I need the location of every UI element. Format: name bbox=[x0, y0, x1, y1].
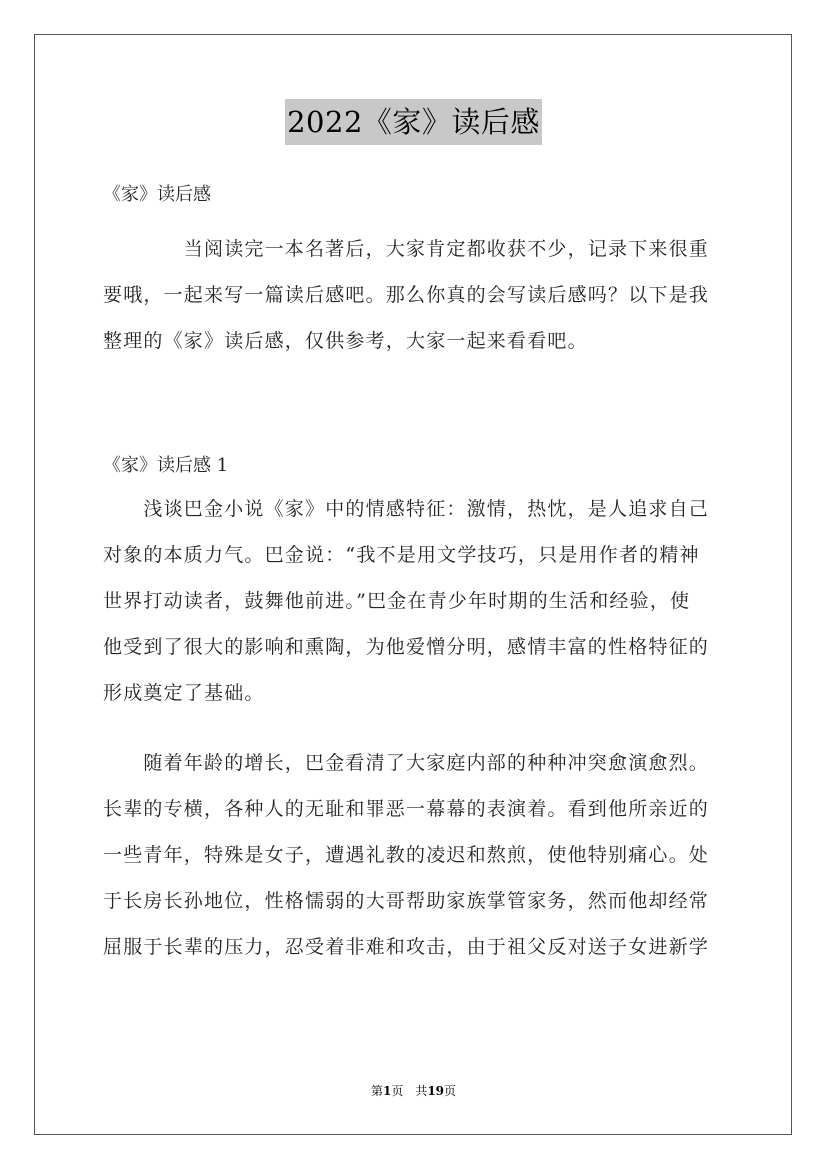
paragraph-line: 对象的本质力气。巴金说：“我不是用文学技巧，只是用作者的精神 bbox=[103, 544, 700, 566]
total-pages: 19 bbox=[427, 1084, 445, 1098]
paragraph-line: 长辈的专横，各种人的无耻和罪恶一幕幕的表演着。看到他所亲近的 bbox=[103, 798, 710, 820]
paragraph-line: 浅谈巴金小说《家》中的情感特征：激情，热忱，是人追求自己 bbox=[103, 498, 710, 520]
paragraph-line: 他受到了很大的影响和熏陶，为他爱憎分明，感情丰富的性格特征的 bbox=[103, 636, 710, 658]
footer-prefix: 第 bbox=[370, 1084, 383, 1098]
paragraph-line: 世界打动读者，鼓舞他前进。”巴金在青少年时期的生活和经验，使 bbox=[103, 590, 691, 612]
paragraph-line: 要哦，一起来写一篇读后感吧。那么你真的会写读后感吗？以下是我 bbox=[103, 284, 710, 306]
paragraph-line: 形成奠定了基础。 bbox=[103, 682, 265, 704]
body-paragraph-2 bbox=[103, 740, 729, 970]
body-paragraph-1 bbox=[103, 486, 729, 716]
paragraph-line: 于长房长孙地位，性格懦弱的大哥帮助家族掌管家务，然而他却经常 bbox=[103, 890, 710, 912]
intro-heading: 《家》读后感 bbox=[103, 184, 211, 205]
paragraph-line: 一些青年，特殊是女子，遭遇礼教的凌迟和熬煎，使他特别痛心。处 bbox=[103, 844, 710, 866]
document-title bbox=[0, 99, 827, 145]
paragraph-line: 屈服于长辈的压力，忍受着非难和攻击，由于祖父反对送子女进新学 bbox=[103, 936, 710, 958]
intro-paragraph bbox=[103, 226, 729, 364]
page-number: 1 bbox=[382, 1084, 392, 1098]
paragraph-line: 整理的《家》读后感，仅供参考，大家一起来看看吧。 bbox=[103, 330, 588, 352]
footer-mid: 页 共 bbox=[391, 1084, 428, 1098]
document-title-text: 2022《家》读后感 bbox=[285, 99, 542, 145]
paragraph-line: 随着年龄的增长，巴金看清了大家庭内部的种种冲突愈演愈烈。 bbox=[103, 752, 710, 774]
footer-suffix: 页 bbox=[444, 1084, 457, 1098]
section-heading-1: 《家》读后感 1 bbox=[103, 455, 229, 476]
page-footer bbox=[0, 1083, 827, 1099]
paragraph-line: 当阅读完一本名著后，大家肯定都收获不少，记录下来很重 bbox=[103, 238, 710, 260]
